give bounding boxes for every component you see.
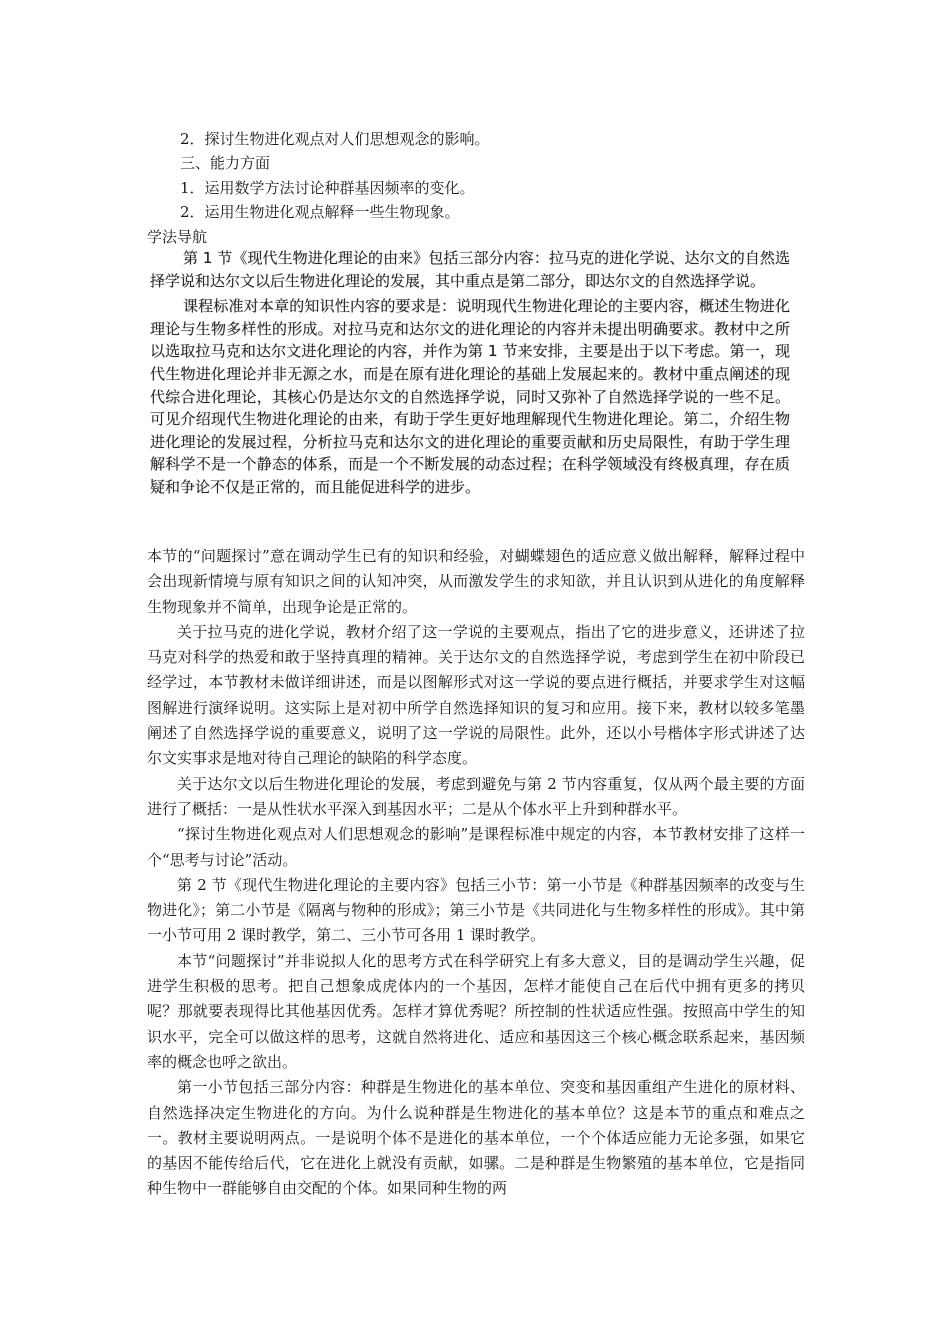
paragraph: 第一小节包括三部分内容：种群是生物进化的基本单位、突变和基因重组产生进化的原材料、自然选择决定生物进化的方向。为什么说种群是生物进化的基本单位？这是本节的重点和难点之一。教材主要说明两点。一是说明个体不是进化的基本单位，一个个体适应能力无论多强，如果它的基因不能传给后代，它在进化上就没有贡献，如骡。二是种群是生物繁殖的基本单位，它是指同种生物中一群能够自由交配的个体。如果同种生物的两 (147, 1078, 805, 1198)
paragraph: 关于拉马克的进化学说，教材介绍了这一学说的主要观点，指出了它的进步意义，还讲述了拉马克对科学的热爱和敢于坚持真理的精神。关于达尔文的自然选择学说，考虑到学生在初中阶段已经学过，本节教材未做详细讲述，而是以图解形式对这一学说的要点进行概括，并要求学生对这幅图解进行演绎说明。这实际上是对初中所学自然选择知识的复习和应用。接下来，教材以较多笔墨阐述了自然选择学说的重要意义，说明了这一学说的局限性。此外，还以小号楷体字形式讲述了达尔文实事求是地对待自己理论的缺陷的科学态度。 (147, 622, 805, 768)
list-item: 三、能力方面 (180, 154, 271, 172)
list-item: 2．运用生物进化观点解释一些生物现象。 (180, 203, 460, 221)
paragraph: 关于达尔文以后生物进化理论的发展，考虑到避免与第 2 节内容重复，仅从两个最主要的方面进行了概括：一是从性状水平深入到基因水平；二是从个体水平上升到种群水平。 (147, 774, 805, 818)
list-item: 2．探讨生物进化观点对人们思想观念的影响。 (180, 130, 490, 148)
body-text (147, 544, 805, 1202)
paragraph: 本节的“问题探讨”意在调动学生已有的知识和经验，对蝴蝶翅色的适应意义做出解释，解释过程中会出现新情境与原有知识之间的认知冲突，从而激发学生的求知欲，并且认识到从进化的角度解释生物现象并不简单，出现争论是正常的。 (147, 547, 805, 616)
paragraph: 第 2 节《现代生物进化理论的主要内容》包括三小节：第一小节是《种群基因频率的改变与生物进化》；第二小节是《隔离与物种的形成》；第三小节是《共同进化与生物多样性的形成》。其中第一小节可用 2 课时教学，第二、三小节可各用 1 课时教学。 (147, 875, 805, 945)
paragraph: 本节“问题探讨”并非说拟人化的思考方式在科学研究上有多大意义，目的是调动学生兴趣，促进学生积极的思考。把自己想象成虎体内的一个基因，怎样才能使自己在后代中拥有更多的拷贝呢？那就要表现得比其他基因优秀。怎样才算优秀呢？所控制的性状适应性强。按照高中学生的知识水平，完全可以做这样的思考，这就自然将进化、适应和基因这三个核心概念联系起来，基因频率的概念也呼之欲出。 (147, 951, 805, 1071)
paragraph: “探讨生物进化观点对人们思想观念的影响”是课程标准中规定的内容，本节教材安排了这样一个“思考与讨论”活动。 (147, 825, 805, 869)
section-heading: 学法导航 (147, 228, 208, 246)
scanned-text-block (150, 247, 790, 499)
list-item: 1．运用数学方法讨论种群基因频率的变化。 (180, 179, 475, 197)
paragraph: 第 1 节《现代生物进化理论的由来》包括三部分内容：拉马克的进化学说、达尔文的自然选择学说和达尔文以后生物进化理论的发展，其中重点是第二部分，即达尔文的自然选择学说。 (150, 249, 790, 290)
paragraph: 课程标准对本章的知识性内容的要求是：说明现代生物进化理论的主要内容，概述生物进化理论与生物多样性的形成。对拉马克和达尔文的进化理论的内容并未提出明确要求。教材中之所以选取拉马克和达尔文进化理论的内容，并作为第 1 节来安排，主要是出于以下考虑。第一，现代生物进化理论并非无源之水，而是在原有进化理论的基础上发展起来的。教材中重点阐述的现代综合进化理论，其核心仍是达尔文的自然选择学说，同时又弥补了自然选择学说的一些不足。可见介绍现代生物进化理论的由来，有助于学生更好地理解现代生物进化理论。第二，介绍生物进化理论的发展过程，分析拉马克和达尔文的进化理论的重要贡献和历史局限性，有助于学生理解科学不是一个静态的体系，而是一个不断发展的动态过程；在科学领域没有终极真理，存在质疑和争论不仅是正常的，而且能促进科学的进步。 (150, 297, 790, 496)
